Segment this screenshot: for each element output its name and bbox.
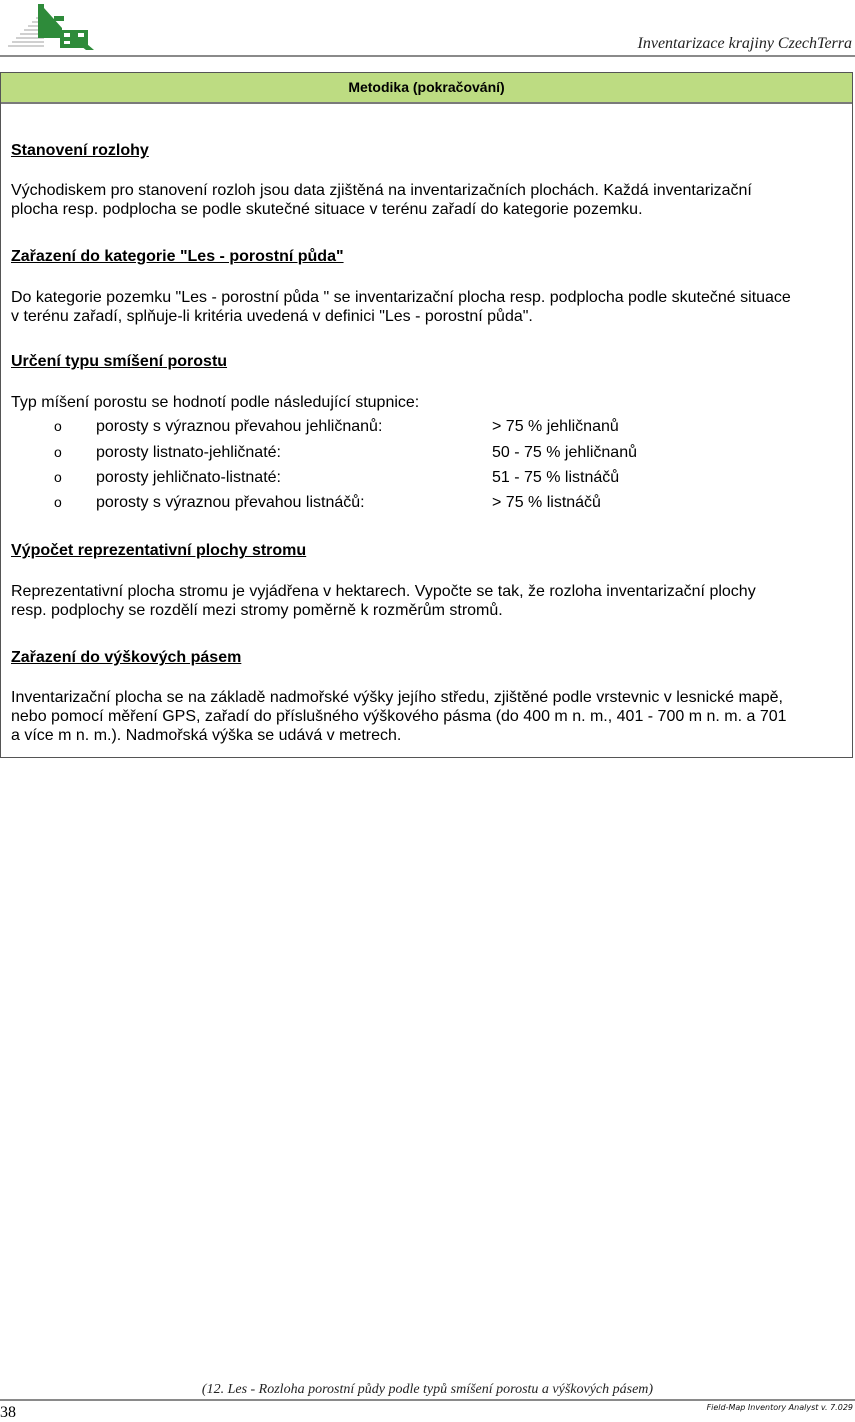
mixing-type-item: [11, 417, 844, 436]
paragraph-line: Východiskem pro stanovení rozloh jsou data zjištěná na inventarizačních plochách. Každá inventarizační: [11, 182, 752, 199]
paragraph-line: Typ míšení porostu se hodnotí podle následující stupnice:: [11, 394, 420, 411]
section-paragraph: [11, 582, 844, 620]
mixing-type-label: porosty s výraznou převahou listnáčů:: [96, 494, 365, 511]
mixing-type-label: porosty listnato-jehličnaté:: [96, 444, 281, 461]
table-caption: (12. Les - Rozloha porostní půdy podle typů smíšení porostu a výškových pásem): [201, 1382, 654, 1397]
mixing-type-item: [11, 468, 844, 487]
section-paragraph: [11, 393, 844, 412]
mixing-type-item: [11, 493, 844, 512]
paragraph-line: a více m n. m.). Nadmořská výška se udává v metrech.: [11, 727, 402, 744]
section-heading: Výpočet reprezentativní plochy stromu: [11, 542, 307, 559]
ifer-logo: [4, 2, 96, 52]
paragraph-line: Reprezentativní plocha stromu je vyjádřena v hektarech. Vypočte se tak, že rozloha inventarizační plochy: [11, 583, 756, 600]
paragraph-line: nebo pomocí měření GPS, zařadí do příslušného výškového pásma (do 400 m n. m., 401 - 700 m n. m. a 701: [11, 708, 787, 725]
document-title: Inventarizace krajiny CzechTerra: [637, 35, 852, 52]
paragraph-line: resp. podplochy se rozdělí mezi stromy poměrně k rozměrům stromů.: [11, 602, 503, 619]
bullet-icon: o: [54, 444, 62, 460]
paragraph-line: plocha resp. podplocha se podle skutečné situace v terénu zařadí do kategorie pozemku.: [11, 201, 643, 218]
header-divider: [0, 55, 855, 57]
section-heading: Zařazení do kategorie "Les - porostní půda": [11, 248, 344, 265]
mixing-type-value: 50 - 75 % jehličnanů: [492, 444, 637, 461]
section-heading: Stanovení rozlohy: [11, 142, 149, 159]
mixing-type-label: porosty jehličnato-listnaté:: [96, 469, 281, 486]
mixing-type-item: [11, 443, 844, 462]
section-heading: Určení typu smíšení porostu: [11, 353, 228, 370]
section-paragraph: [11, 688, 844, 745]
paragraph-line: Do kategorie pozemku "Les - porostní půda " se inventarizační plocha resp. podplocha podle skutečné situace: [11, 289, 791, 306]
mixing-type-value: > 75 % listnáčů: [492, 494, 601, 511]
bullet-icon: o: [54, 418, 62, 434]
paragraph-line: v terénu zařadí, splňuje-li kritéria uvedená v definici "Les - porostní půda".: [11, 308, 533, 325]
section-heading: Zařazení do výškových pásem: [11, 649, 242, 666]
app-version: Field-Map Inventory Analyst v. 7.029: [706, 1403, 853, 1412]
section-paragraph: [11, 288, 844, 326]
footer-divider: [0, 1399, 855, 1401]
mixing-type-value: > 75 % jehličnanů: [492, 418, 619, 435]
bullet-icon: o: [54, 469, 62, 485]
box-title: Metodika (pokračování): [1, 73, 852, 104]
section-paragraph: [11, 181, 844, 219]
paragraph-line: Inventarizační plocha se na základě nadmořské výšky jejího středu, zjištěné podle vrstevnic v lesnické mapě,: [11, 689, 783, 706]
mixing-type-label: porosty s výraznou převahou jehličnanů:: [96, 418, 383, 435]
mixing-type-value: 51 - 75 % listnáčů: [492, 469, 620, 486]
bullet-icon: o: [54, 494, 62, 510]
methodology-box: [0, 72, 853, 758]
page-number: 38: [0, 1404, 16, 1421]
